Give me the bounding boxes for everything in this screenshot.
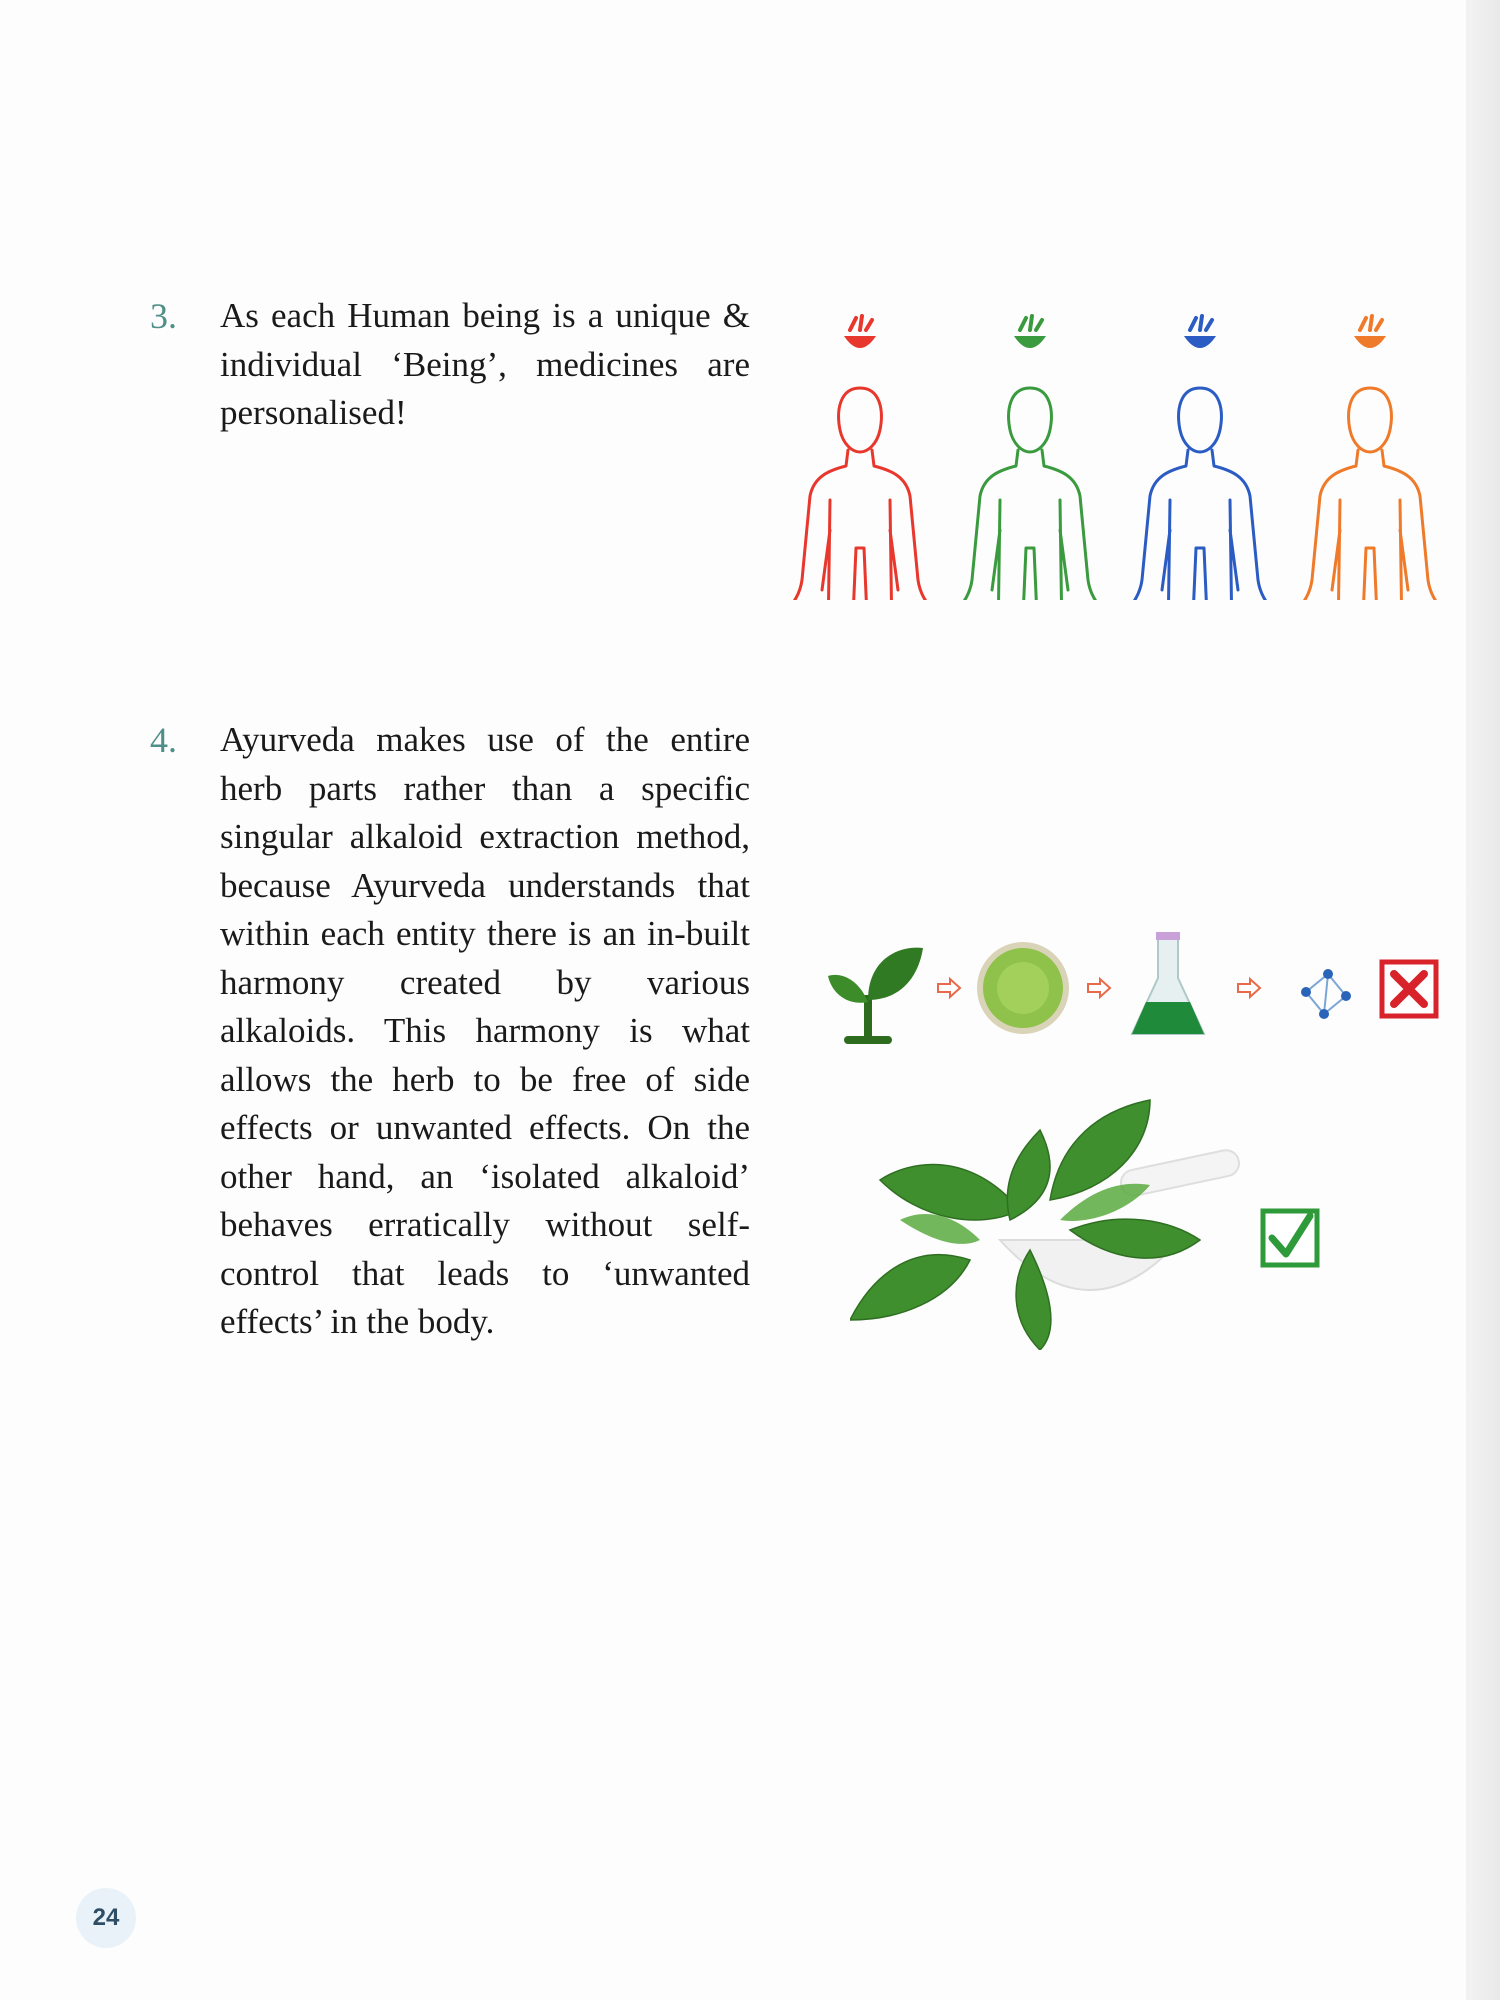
alkaloid-extraction-chain xyxy=(828,930,1448,1050)
cross-mark-icon xyxy=(1382,962,1436,1016)
list-text: As each Human being is a unique & individual ‘Being’, medicines are personalised! xyxy=(220,296,750,432)
person-red xyxy=(778,316,942,600)
arrow-right-icon xyxy=(1088,979,1110,997)
list-item-4 xyxy=(150,716,750,1396)
arrow-right-icon xyxy=(938,979,960,997)
arrow-right-icon xyxy=(1238,979,1260,997)
plant-sprout-icon xyxy=(828,948,923,1040)
person-orange xyxy=(1288,316,1452,600)
herb-powder-bowl-icon xyxy=(977,942,1069,1034)
page-number: 24 xyxy=(76,1888,136,1948)
tulsi-leaves-mortar-icon xyxy=(850,1090,1250,1350)
list-number: 3. xyxy=(150,296,177,336)
list-number: 4. xyxy=(150,720,177,760)
list-item-3 xyxy=(150,292,750,452)
check-mark-icon xyxy=(1260,1208,1320,1268)
molecule-icon xyxy=(1301,969,1351,1019)
personalised-medicine-figure xyxy=(770,300,1480,600)
person-green xyxy=(948,316,1112,600)
flask-icon xyxy=(1132,932,1204,1034)
person-blue xyxy=(1118,316,1282,600)
list-text: Ayurveda makes use of the entire herb parts rather than a specific singular alkaloid extraction method, because Ayurveda understands that within each entity there is an in-built harmony created by various alkaloids. This harmony is what allows the herb to be free of side effects or unwanted effects. On the other hand, an ‘isolated alkaloid’ behaves erratically without self-control that leads to ‘unwanted effects’ in the body. xyxy=(220,720,750,1341)
